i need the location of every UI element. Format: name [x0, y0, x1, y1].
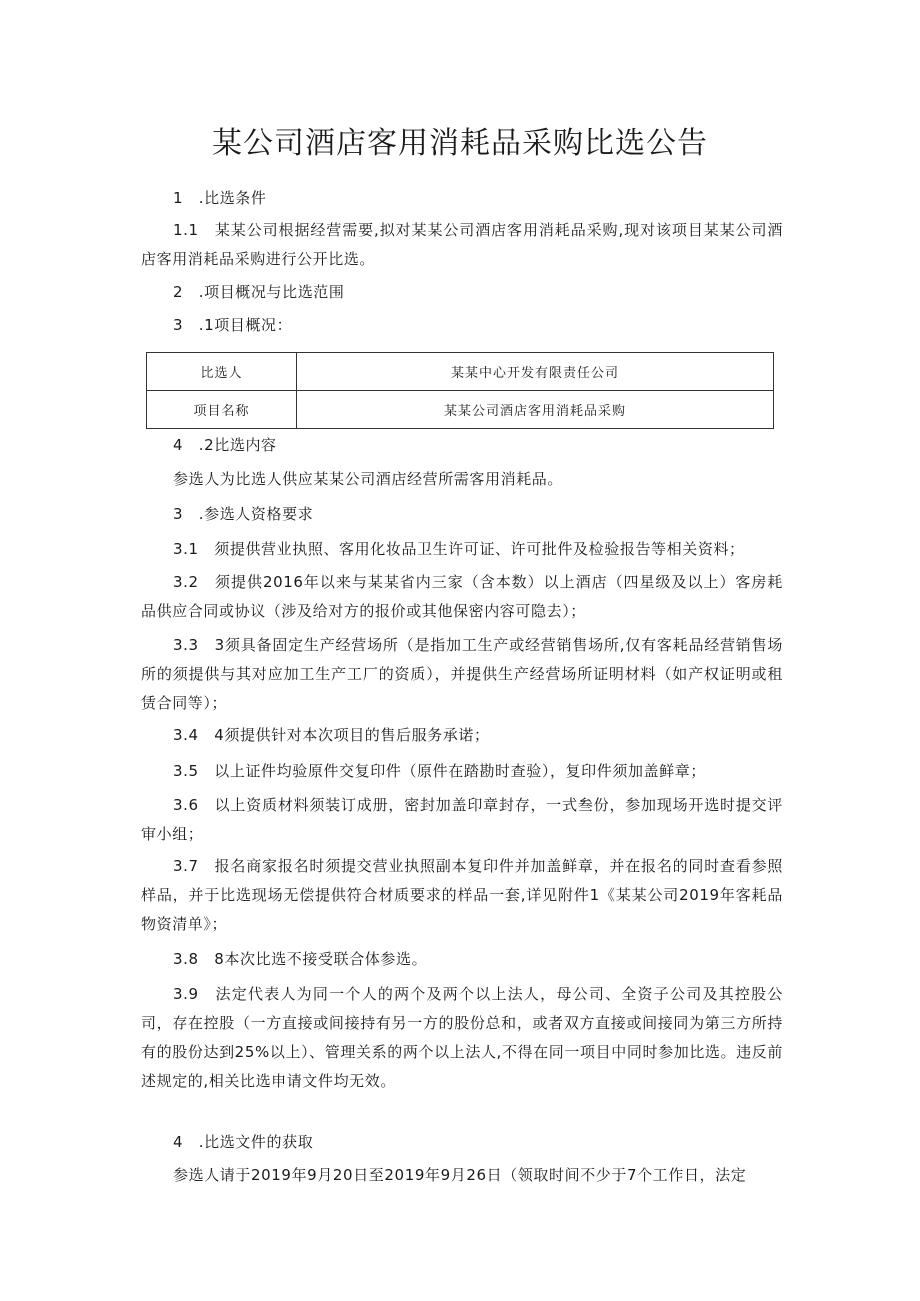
section-heading: 4 .比选文件的获取: [173, 1133, 314, 1151]
section-heading: 2 .项目概况与比选范围: [173, 283, 345, 301]
section-heading: 4 .2比选内容: [173, 436, 277, 454]
paragraph: 1.1 某某公司根据经营需要,拟对某某公司酒店客用消耗品采购,现对该项目某某公司酒店客用消耗品采购进行公开比选。: [141, 221, 783, 268]
paragraph: 3.9 法定代表人为同一个人的两个及两个以上法人，母公司、全资子公司及其控股公司，存在控股（一方直接或间接持有另一方的股份总和，或者双方直接或间接同为第三方所持有的股份达到25%以上）、管理关系的两个以上法人,不得在同一项目中同时参加比选。违反前述规定的,相关比选申请文件均无效。: [141, 985, 783, 1090]
document-title: 某公司酒店客用消耗品采购比选公告: [212, 126, 708, 161]
paragraph: 3.6 以上资质材料须装订成册，密封加盖印章封存，一式叁份，参加现场开选时提交评审小组；: [141, 796, 783, 843]
paragraph: 3.1 须提供营业执照、客用化妆品卫生许可证、许可批件及检验报告等相关资料；: [173, 540, 745, 558]
section-heading: 3 .参选人资格要求: [173, 505, 314, 523]
paragraph: 参选人请于2019年9月20日至2019年9月26日（领取时间不少于7个工作日，法定: [173, 1166, 747, 1184]
section-heading: 1 .比选条件: [173, 189, 267, 207]
paragraph: 3.8 8本次比选不接受联合体参选。: [173, 950, 428, 968]
table-cell-value: 某某中心开发有限责任公司: [297, 353, 774, 391]
table-row: [147, 353, 774, 391]
paragraph: 参选人为比选人供应某某公司酒店经营所需客用消耗品。: [173, 470, 564, 488]
paragraph: 3.4 4须提供针对本次项目的售后服务承诺；: [173, 726, 490, 744]
paragraph: 3.3 3须具备固定生产经营场所（是指加工生产或经营销售场所,仅有客耗品经营销售场所的须提供与其对应加工生产工厂的资质），并提供生产经营场所证明材料（如产权证明或租赁合同等）；: [141, 636, 783, 712]
table-cell-label: 项目名称: [147, 391, 297, 429]
table-row: [147, 391, 774, 429]
table-cell-value: 某某公司酒店客用消耗品采购: [297, 391, 774, 429]
paragraph: 3.2 须提供2016年以来与某某省内三家（含本数）以上酒店（四星级及以上）客房耗品供应合同或协议（涉及给对方的报价或其他保密内容可隐去）；: [141, 573, 783, 620]
paragraph: 3.7 报名商家报名时须提交营业执照副本复印件并加盖鲜章，并在报名的同时查看参照样品，并于比选现场无偿提供符合材质要求的样品一套,详见附件1《某某公司2019年客耗品物资清单》；: [141, 857, 783, 933]
table-cell-label: 比选人: [147, 353, 297, 391]
section-heading: 3 .1项目概况：: [173, 316, 293, 334]
project-overview-table: [146, 352, 774, 429]
paragraph: 3.5 以上证件均验原件交复印件（原件在踏勘时查验），复印件须加盖鲜章；: [173, 762, 706, 780]
